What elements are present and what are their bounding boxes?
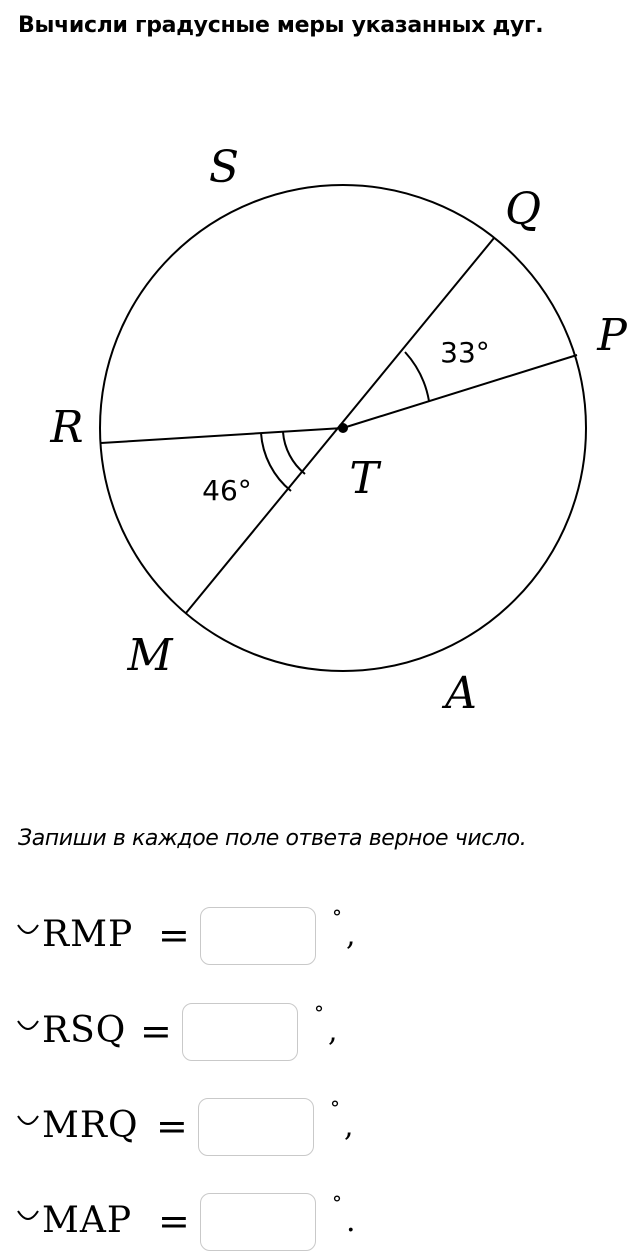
label-t: T bbox=[349, 453, 379, 504]
arc-name: MAP bbox=[42, 1200, 133, 1241]
chord-tr bbox=[101, 428, 343, 443]
label-m: M bbox=[127, 630, 173, 681]
arc-icon bbox=[16, 1112, 40, 1136]
degree-sign: ° bbox=[332, 1191, 342, 1215]
arc-name: MRQ bbox=[42, 1105, 139, 1146]
punctuation: , bbox=[346, 918, 356, 953]
punctuation: , bbox=[344, 1109, 354, 1144]
answer-input-rsq[interactable] bbox=[182, 1003, 298, 1061]
degree-sign: ° bbox=[330, 1096, 340, 1120]
angle-arc-rtm-inner bbox=[283, 432, 305, 474]
label-p: P bbox=[597, 310, 627, 361]
arc-icon bbox=[16, 921, 40, 945]
punctuation: . bbox=[346, 1204, 356, 1239]
angle-arc-qtp bbox=[405, 352, 429, 401]
arc-icon bbox=[16, 1207, 40, 1231]
label-q: Q bbox=[504, 184, 542, 235]
circle-diagram bbox=[0, 120, 638, 730]
task-title: Вычисли градусные меры указанных дуг. bbox=[18, 13, 544, 38]
degree-sign: ° bbox=[332, 905, 342, 929]
equals-sign: = bbox=[158, 1199, 190, 1243]
arc-name: RSQ bbox=[42, 1010, 127, 1051]
label-a: A bbox=[445, 668, 477, 719]
label-s: S bbox=[208, 142, 240, 193]
label-r: R bbox=[50, 402, 84, 453]
degree-sign: ° bbox=[314, 1001, 324, 1025]
equals-sign: = bbox=[156, 1104, 188, 1148]
answer-input-rmp[interactable] bbox=[200, 907, 316, 965]
angle-label-46: 46° bbox=[202, 474, 252, 507]
answer-input-map[interactable] bbox=[200, 1193, 316, 1251]
angle-arc-rtm-outer bbox=[261, 433, 291, 491]
answer-input-mrq[interactable] bbox=[198, 1098, 314, 1156]
center-point-t bbox=[338, 423, 348, 433]
instruction-text: Запиши в каждое поле ответа верное число. bbox=[18, 826, 527, 851]
arc-icon bbox=[16, 1017, 40, 1041]
arc-name: RMP bbox=[42, 914, 134, 955]
equals-sign: = bbox=[140, 1009, 172, 1053]
punctuation: , bbox=[328, 1014, 338, 1049]
angle-label-33: 33° bbox=[440, 336, 490, 369]
equals-sign: = bbox=[158, 913, 190, 957]
